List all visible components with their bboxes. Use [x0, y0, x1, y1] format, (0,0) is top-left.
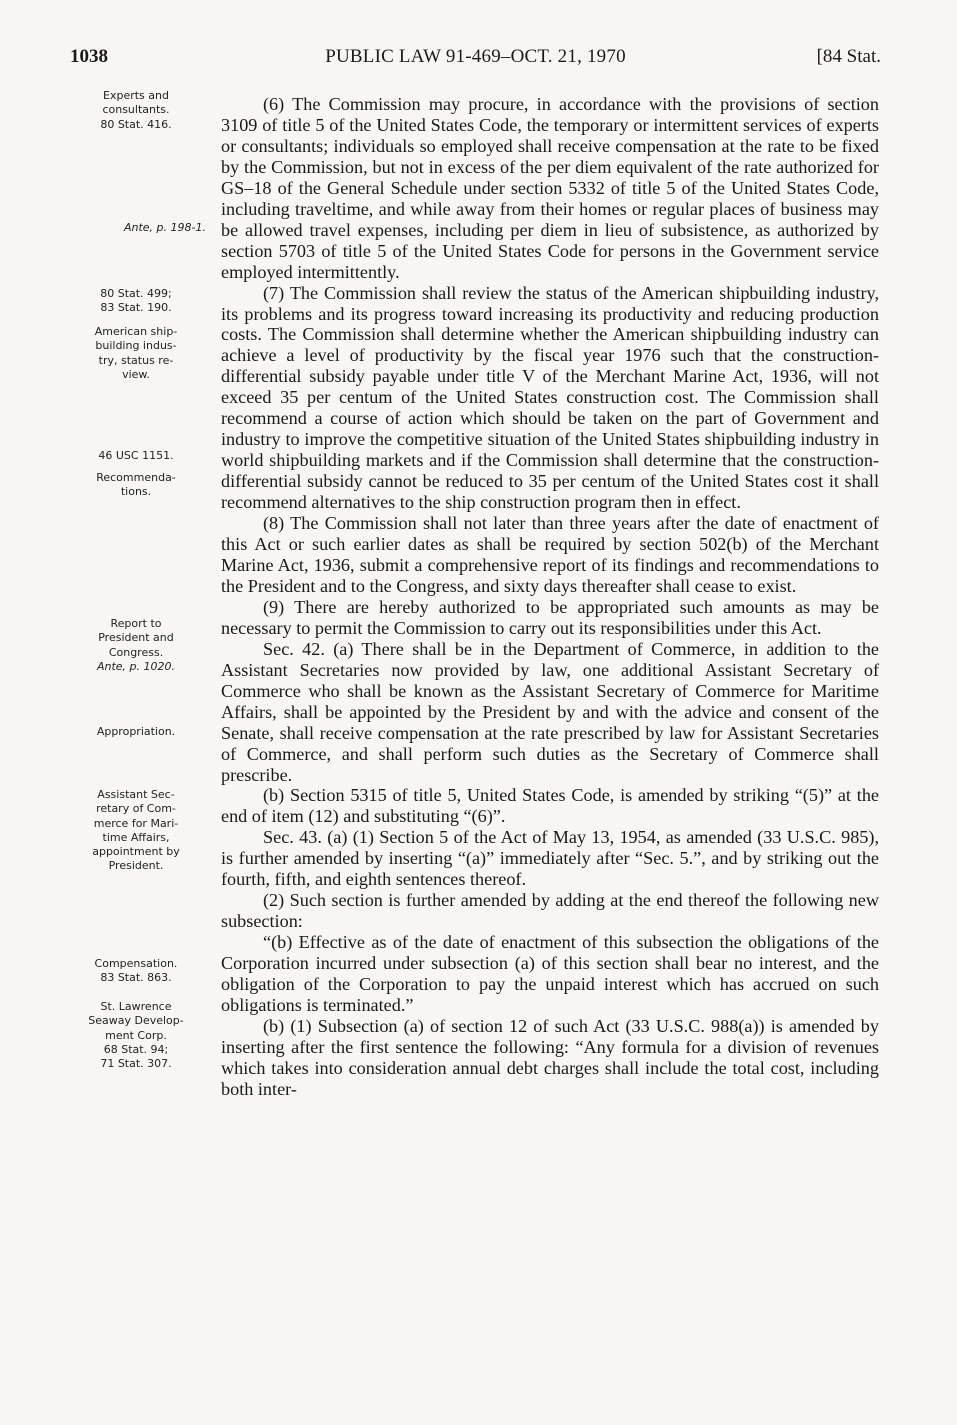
section-43-new-subsection-b: “(b) Effective as of the date of enactment of this subsection the obligations of the Corporation incurred under subsection (a) of this section shall bear no interest, and the obligation of the Corporation to pay the unpaid interest which has accrued on such obligations is terminated.” [221, 932, 879, 1015]
section-42-a: Sec. 42. (a) There shall be in the Department of Commerce, in addition to the Assistant Secretaries now provided by law, one additional Assistant Secretary of Commerce who shall be known as the Assistant Secretary of Commerce for Maritime Affairs, shall be appointed by the President by and with the advice and consent of the Senate, shall receive compensation at the rate prescribed by law for Assistant Secretaries of Commerce, and shall perform such duties as the Secretary of Commerce shall prescribe. [221, 638, 879, 785]
section-43-a-2: (2) Such section is further amended by adding at the end thereof the following new subsection: [221, 890, 879, 932]
margin-note-experts: Experts and consultants. 80 Stat. 416. [100, 89, 172, 131]
margin-note-ante-198: Ante, p. 198-1. [123, 221, 206, 234]
paragraph-6: (6) The Commission may procure, in accordance with the provisions of section 3109 of title 5 of the United States Code, the temporary or intermittent services of experts or consultants; individuals so employed shall receive compensation at the rate to be fixed by the Commission, but not in excess of the per diem equivalent of the rate authorized for GS–18 of the General Schedule under section 5332 of title 5 of the United States Code, including traveltime, and while away from their homes or regular places of business may be allowed travel expenses, including per diem in lieu of subsistence, as authorized by section 5703 of title 5 of the United States Code for persons in the Government service employed intermittently. [221, 94, 879, 282]
margin-note-compensation: Compensation. 83 Stat. 863. [94, 957, 178, 985]
paragraph-9: (9) There are hereby authorized to be appropriated such amounts as may be necessary to permit the Commission to carry out its responsibilities under this Act. [221, 596, 879, 638]
page-header [70, 46, 881, 74]
margin-note-report: Report to President and Congress. Ante, p. 1020. [96, 617, 176, 673]
paragraph-7: (7) The Commission shall review the status of the American shipbuilding industry, its problems and its progress toward increasing its productivity and reducing production costs. The Commission shall determine whether the American shipbuilding industry can achieve a level of productivity by the fiscal year 1976 such that the construction-differential subsidy payable under title V of the Merchant Marine Act, 1936, will not exceed 35 per centum of the United States construction cost. The Commission shall recommend a course of action which should be taken on the part of Government and industry to improve the competitive situation of the United States shipbuilding industry in world shipbuilding markets and if the Commission shall determine that the construction-differential subsidy cannot be reduced to 35 per centum of the United States cost it shall recommend alternatives to the ship construction program then in effect. [221, 282, 879, 513]
margin-note-appropriation: Appropriation. [96, 725, 176, 738]
margin-note-shipbuilding: American ship- building indus- try, status re- view. [94, 325, 178, 381]
margin-note-assistant-secretary: Assistant Sec- retary of Com- merce for Mari- time Affairs, appointment by President. [92, 788, 180, 873]
volume-ref: [84 Stat. [816, 46, 881, 67]
statute-body [221, 94, 879, 1100]
section-42-b: (b) Section 5315 of title 5, United States Code, is amended by striking “(5)” at the end of item (12) and substituting “(6)”. [221, 785, 879, 827]
margin-note-st-lawrence: St. Lawrence Seaway Develop- ment Corp. 68 Stat. 94; 71 Stat. 307. [88, 1000, 184, 1071]
paragraph-8: (8) The Commission shall not later than three years after the date of enactment of this Act or such earlier dates as shall be required by section 502(b) of the Merchant Marine Act, 1936, submit a comprehensive report of its findings and recommendations to the President and to the Congress, and sixty days thereafter shall cease to exist. [221, 513, 879, 596]
section-43-b-1: (b) (1) Subsection (a) of section 12 of such Act (33 U.S.C. 988(a)) is amended by inserting after the first sentence the following: “Any formula for a division of revenues which takes into consideration annual debt charges shall include the total cost, including both inter- [221, 1015, 879, 1099]
margin-note-recommendations: Recommenda- tions. [96, 471, 176, 499]
page-title: PUBLIC LAW 91-469–OCT. 21, 1970 [325, 46, 626, 67]
section-43-a-1: Sec. 43. (a) (1) Section 5 of the Act of May 13, 1954, as amended (33 U.S.C. 985), is further amended by inserting “(a)” immediately after “Sec. 5.”, and by striking out the fourth, fifth, and eighth sentences thereof. [221, 827, 879, 890]
page-number: 1038 [70, 46, 108, 67]
margin-note-80-stat-499: 80 Stat. 499; 83 Stat. 190. [100, 287, 172, 315]
margin-note-46-usc: 46 USC 1151. [98, 449, 174, 462]
